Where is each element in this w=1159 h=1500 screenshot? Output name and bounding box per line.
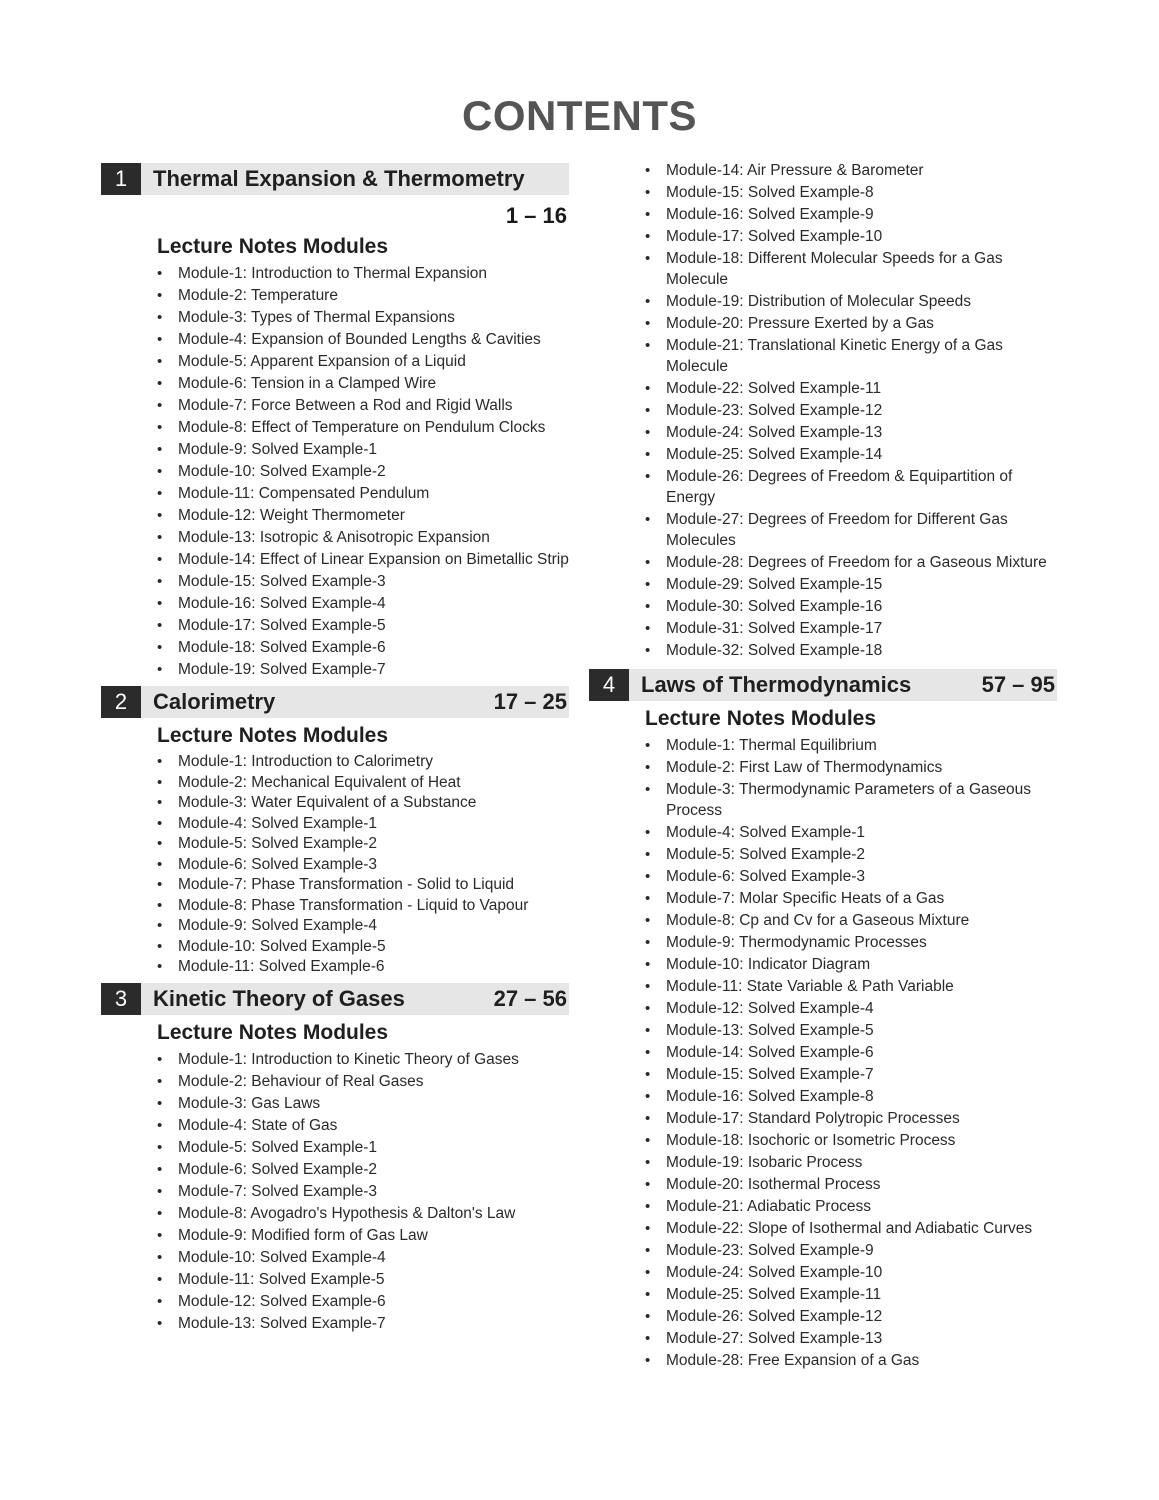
module-item[interactable]: • Module-2: Temperature xyxy=(157,285,569,306)
module-item[interactable]: • Module-15: Solved Example-7 xyxy=(645,1064,1057,1085)
chapter-title: Thermal Expansion & Thermometry xyxy=(153,166,525,191)
module-item[interactable]: • Module-15: Solved Example-8 xyxy=(645,182,1057,203)
module-item[interactable]: • Module-8: Avogadro's Hypothesis & Dalton's Law xyxy=(157,1203,569,1224)
module-item[interactable]: • Module-4: Expansion of Bounded Lengths & Cavities xyxy=(157,329,569,350)
module-item[interactable]: • Module-16: Solved Example-4 xyxy=(157,593,569,614)
module-item[interactable]: • Module-19: Isobaric Process xyxy=(645,1152,1057,1173)
module-item[interactable]: • Module-31: Solved Example-17 xyxy=(645,618,1057,639)
section-heading: Lecture Notes Modules xyxy=(157,724,389,747)
chapter-header[interactable] xyxy=(589,669,1057,701)
section-heading: Lecture Notes Modules xyxy=(157,1020,389,1044)
module-item[interactable]: • Module-6: Solved Example-3 xyxy=(157,855,569,875)
module-item[interactable]: • Module-25: Solved Example-11 xyxy=(645,1284,1057,1305)
module-item[interactable]: • Module-10: Solved Example-2 xyxy=(157,461,569,482)
module-item[interactable]: • Module-23: Solved Example-9 xyxy=(645,1240,1057,1261)
module-item[interactable]: • Module-1: Introduction to Calorimetry xyxy=(157,752,569,772)
module-item[interactable]: • Module-17: Solved Example-5 xyxy=(157,615,569,636)
module-item[interactable]: • Module-10: Solved Example-4 xyxy=(157,1247,569,1268)
module-item[interactable]: • Module-19: Distribution of Molecular Speeds xyxy=(645,291,1057,312)
chapter-header[interactable] xyxy=(101,686,569,718)
module-item[interactable]: • Module-20: Isothermal Process xyxy=(645,1174,1057,1195)
module-item[interactable]: • Module-24: Solved Example-10 xyxy=(645,1262,1057,1283)
module-item[interactable]: • Module-22: Slope of Isothermal and Adiabatic Curves xyxy=(645,1218,1057,1239)
module-item[interactable]: • Module-18: Different Molecular Speeds for a Gas Molecule xyxy=(645,248,1057,290)
module-item[interactable]: • Module-2: Behaviour of Real Gases xyxy=(157,1071,569,1092)
module-list xyxy=(101,1049,569,1334)
module-item[interactable]: • Module-11: Solved Example-6 xyxy=(157,957,569,977)
chapter-number: 3 xyxy=(101,983,141,1015)
module-item[interactable]: • Module-9: Modified form of Gas Law xyxy=(157,1225,569,1246)
module-item[interactable]: • Module-7: Solved Example-3 xyxy=(157,1181,569,1202)
module-item[interactable]: • Module-3: Thermodynamic Parameters of a Gaseous Process xyxy=(645,779,1057,821)
module-item[interactable]: • Module-4: State of Gas xyxy=(157,1115,569,1136)
module-item[interactable]: • Module-30: Solved Example-16 xyxy=(645,596,1057,617)
right-column xyxy=(589,160,1057,1377)
page-title: CONTENTS xyxy=(462,92,697,139)
module-item[interactable]: • Module-23: Solved Example-12 xyxy=(645,400,1057,421)
section-heading: Lecture Notes Modules xyxy=(645,707,877,730)
module-item[interactable]: • Module-12: Weight Thermometer xyxy=(157,505,569,526)
chapter-number: 4 xyxy=(589,669,629,701)
module-item[interactable]: • Module-28: Free Expansion of a Gas xyxy=(645,1350,1057,1371)
module-item[interactable]: • Module-9: Solved Example-4 xyxy=(157,916,569,936)
module-item[interactable]: • Module-7: Phase Transformation - Solid to Liquid xyxy=(157,875,569,895)
module-item[interactable]: • Module-8: Effect of Temperature on Pendulum Clocks xyxy=(157,417,569,438)
chapter-title: Kinetic Theory of Gases xyxy=(153,985,405,1011)
chapter-pages: 27 – 56 xyxy=(493,985,567,1011)
module-item[interactable]: • Module-3: Gas Laws xyxy=(157,1093,569,1114)
module-item[interactable]: • Module-20: Pressure Exerted by a Gas xyxy=(645,313,1057,334)
module-item[interactable]: • Module-5: Solved Example-2 xyxy=(645,844,1057,865)
module-item[interactable]: • Module-11: Solved Example-5 xyxy=(157,1269,569,1290)
module-list xyxy=(589,735,1057,1371)
left-column xyxy=(101,163,569,1340)
chapter-3 xyxy=(101,983,569,1334)
module-item[interactable]: • Module-7: Force Between a Rod and Rigid Walls xyxy=(157,395,569,416)
module-item[interactable]: • Module-8: Phase Transformation - Liquid to Vapour xyxy=(157,896,569,916)
module-item[interactable]: • Module-2: Mechanical Equivalent of Heat xyxy=(157,773,569,793)
module-item[interactable]: • Module-14: Solved Example-6 xyxy=(645,1042,1057,1063)
chapter-pages: 17 – 25 xyxy=(493,689,567,714)
module-item[interactable]: • Module-10: Solved Example-5 xyxy=(157,937,569,957)
module-item[interactable]: • Module-16: Solved Example-9 xyxy=(645,204,1057,225)
chapter-header[interactable] xyxy=(101,163,569,195)
module-item[interactable]: • Module-1: Introduction to Thermal Expansion xyxy=(157,263,569,284)
module-item[interactable]: • Module-1: Thermal Equilibrium xyxy=(645,735,1057,756)
module-item[interactable]: • Module-32: Solved Example-18 xyxy=(645,640,1057,661)
module-item[interactable]: • Module-18: Isochoric or Isometric Process xyxy=(645,1130,1057,1151)
module-item[interactable]: • Module-29: Solved Example-15 xyxy=(645,574,1057,595)
module-list xyxy=(101,263,569,680)
module-item[interactable]: • Module-1: Introduction to Kinetic Theory of Gases xyxy=(157,1049,569,1070)
module-item[interactable]: • Module-3: Water Equivalent of a Substance xyxy=(157,793,569,813)
module-item[interactable]: • Module-6: Tension in a Clamped Wire xyxy=(157,373,569,394)
module-item[interactable]: • Module-27: Solved Example-13 xyxy=(645,1328,1057,1349)
module-item[interactable]: • Module-10: Indicator Diagram xyxy=(645,954,1057,975)
module-item[interactable]: • Module-26: Solved Example-12 xyxy=(645,1306,1057,1327)
module-item[interactable]: • Module-25: Solved Example-14 xyxy=(645,444,1057,465)
module-item[interactable]: • Module-6: Solved Example-3 xyxy=(645,866,1057,887)
module-item[interactable]: • Module-12: Solved Example-4 xyxy=(645,998,1057,1019)
module-item[interactable]: • Module-17: Standard Polytropic Processes xyxy=(645,1108,1057,1129)
section-heading: Lecture Notes Modules xyxy=(157,235,389,258)
module-item[interactable]: • Module-14: Effect of Linear Expansion on Bimetallic Strip xyxy=(157,549,569,570)
module-item[interactable]: • Module-2: First Law of Thermodynamics xyxy=(645,757,1057,778)
module-item[interactable]: • Module-15: Solved Example-3 xyxy=(157,571,569,592)
module-item[interactable]: • Module-8: Cp and Cv for a Gaseous Mixture xyxy=(645,910,1057,931)
module-item[interactable]: • Module-28: Degrees of Freedom for a Gaseous Mixture xyxy=(645,552,1057,573)
chapter-pages: 57 – 95 xyxy=(981,672,1055,697)
chapter-number: 1 xyxy=(101,163,141,195)
chapter-1 xyxy=(101,163,569,680)
module-item[interactable]: • Module-6: Solved Example-2 xyxy=(157,1159,569,1180)
module-item[interactable]: • Module-17: Solved Example-10 xyxy=(645,226,1057,247)
module-item[interactable]: • Module-24: Solved Example-13 xyxy=(645,422,1057,443)
module-item[interactable]: • Module-13: Solved Example-5 xyxy=(645,1020,1057,1041)
chapter-2 xyxy=(101,686,569,977)
module-item[interactable]: • Module-5: Apparent Expansion of a Liquid xyxy=(157,351,569,372)
module-item[interactable]: • Module-9: Thermodynamic Processes xyxy=(645,932,1057,953)
module-item[interactable]: • Module-9: Solved Example-1 xyxy=(157,439,569,460)
module-item[interactable]: • Module-21: Adiabatic Process xyxy=(645,1196,1057,1217)
module-item[interactable]: • Module-16: Solved Example-8 xyxy=(645,1086,1057,1107)
module-list xyxy=(101,752,569,977)
module-item[interactable]: • Module-26: Degrees of Freedom & Equipartition of Energy xyxy=(645,466,1057,508)
module-item[interactable]: • Module-13: Solved Example-7 xyxy=(157,1313,569,1334)
module-item[interactable]: • Module-13: Isotropic & Anisotropic Expansion xyxy=(157,527,569,548)
module-item[interactable]: • Module-19: Solved Example-7 xyxy=(157,659,569,680)
chapter-pages: 1 – 16 xyxy=(505,203,567,228)
module-item[interactable]: • Module-21: Translational Kinetic Energy of a Gas Molecule xyxy=(645,335,1057,377)
module-item[interactable]: • Module-18: Solved Example-6 xyxy=(157,637,569,658)
module-item[interactable]: • Module-7: Molar Specific Heats of a Gas xyxy=(645,888,1057,909)
module-item[interactable]: • Module-4: Solved Example-1 xyxy=(645,822,1057,843)
module-item[interactable]: • Module-5: Solved Example-1 xyxy=(157,1137,569,1158)
chapter-header[interactable] xyxy=(101,983,569,1015)
module-item[interactable]: • Module-11: State Variable & Path Variable xyxy=(645,976,1057,997)
chapter-title: Calorimetry xyxy=(153,689,276,714)
module-item[interactable]: • Module-14: Air Pressure & Barometer xyxy=(645,160,1057,181)
module-item[interactable]: • Module-12: Solved Example-6 xyxy=(157,1291,569,1312)
module-item[interactable]: • Module-3: Types of Thermal Expansions xyxy=(157,307,569,328)
module-item[interactable]: • Module-22: Solved Example-11 xyxy=(645,378,1057,399)
module-list-continued xyxy=(589,160,1057,661)
module-item[interactable]: • Module-4: Solved Example-1 xyxy=(157,814,569,834)
chapter-4 xyxy=(589,669,1057,1371)
chapter-number: 2 xyxy=(101,686,141,718)
module-item[interactable]: • Module-5: Solved Example-2 xyxy=(157,834,569,854)
module-item[interactable]: • Module-11: Compensated Pendulum xyxy=(157,483,569,504)
chapter-title: Laws of Thermodynamics xyxy=(641,672,912,697)
module-item[interactable]: • Module-27: Degrees of Freedom for Different Gas Molecules xyxy=(645,509,1057,551)
